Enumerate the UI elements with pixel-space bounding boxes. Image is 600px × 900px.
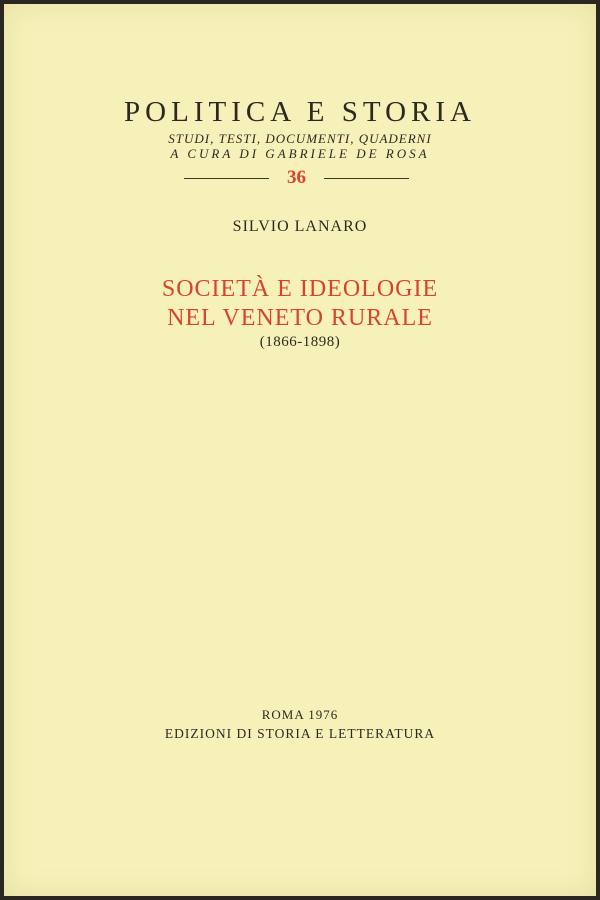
book-dates: (1866-1898) [259,334,341,350]
imprint-place-year: ROMA 1976 [261,707,339,722]
author-name: SILVIO LANARO [232,218,368,235]
left-rule-divider [184,178,269,179]
right-rule-divider [324,178,409,179]
book-title-line-1: SOCIETÀ E IDEOLOGIE [161,276,439,302]
series-number-row [4,166,596,190]
book-cover [4,4,596,896]
series-number: 36 [287,167,306,188]
series-title: POLITICA E STORIA [124,96,476,128]
book-title-line-2: NEL VENETO RURALE [167,305,433,331]
series-editor: A CURA DI GABRIELE DE ROSA [170,146,430,161]
series-subtitle: STUDI, TESTI, DOCUMENTI, QUADERNI [168,131,432,146]
imprint-publisher: EDIZIONI DI STORIA E LETTERATURA [164,726,436,741]
